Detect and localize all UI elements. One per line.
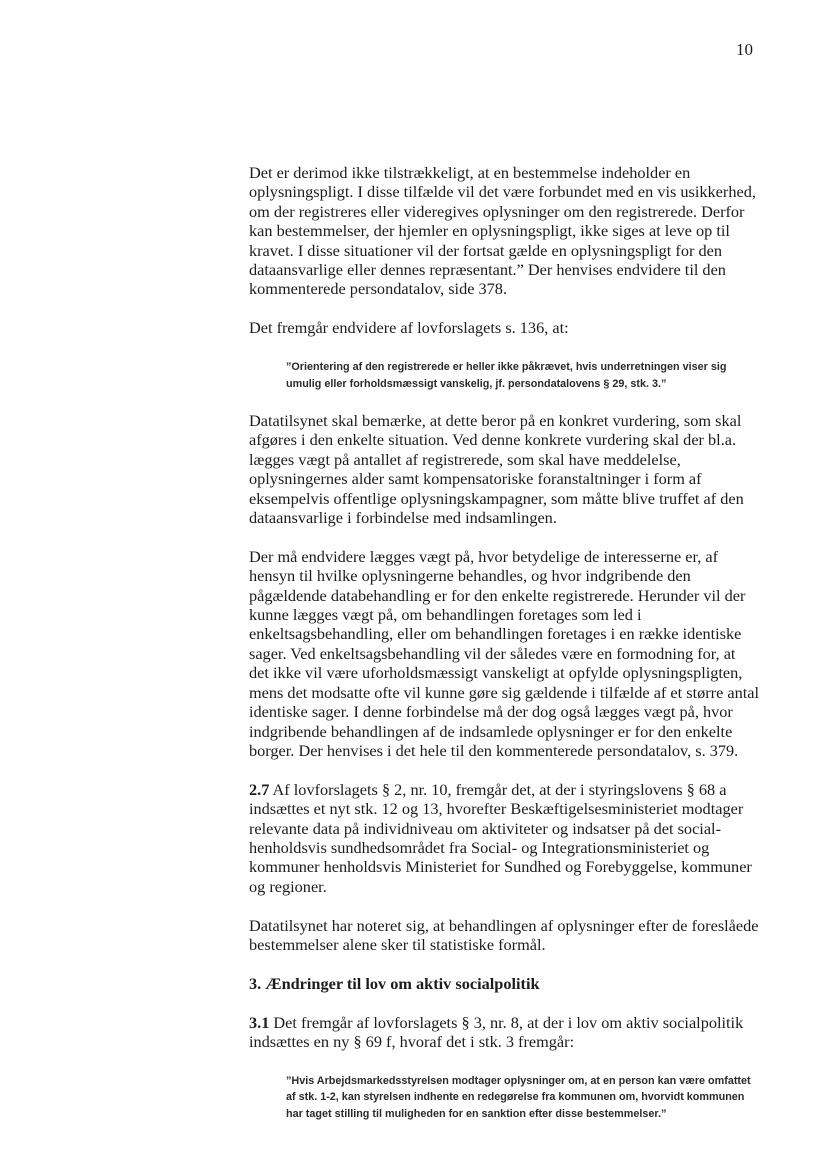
paragraph-7: [249, 1013, 759, 1052]
paragraph-6: Datatilsynet har noteret sig, at behandlingen af oplysninger efter de foreslåede bestemmelser alene sker til statistiske formål.: [249, 915, 759, 954]
block-quote-2: ”Hvis Arbejdsmarkedsstyrelsen modtager oplysninger om, at en person kan være omfattet af stk. 1-2, kan styrelsen indhente en redegørelse fra kommunen om, hvorvidt kommunen har taget stilling til muligheden for en sanktion efter disse bestemmelser.”: [286, 1074, 751, 1120]
section-number: 3.1: [249, 1012, 270, 1032]
document-body: [249, 163, 759, 1141]
paragraph-4: Der må endvidere lægges vægt på, hvor betydelige de interesserne er, af hensyn til hvilke oplysningerne behandles, og hvor indgribende den pågældende databehandling er for den enkelte registrerede. Herunder vil der kunne lægges vægt på, om behandlingen foretages som led i enkeltsagsbehandling, eller om behandlingen foretages i en række identiske sager. Ved enkeltsagsbehandling vil der således være en formodning for, at det ikke vil være uforholdsmæssigt vanskeligt at opfylde oplysningspligten, mens det modsatte ofte vil kunne gøre sig gældende i tilfælde af et større antal identiske sager. I denne forbindelse må der dog også lægges vægt på, hvor indgribende behandlingen af de indsamlede oplysninger er for den enkelte borger. Der henvises i det hele til den kommenterede persondatalov, s. 379.: [249, 546, 760, 760]
paragraph-5: [249, 780, 759, 896]
paragraph-2: Det fremgår endvidere af lovforslagets s. 136, at:: [249, 318, 569, 338]
page-number: 10: [736, 40, 753, 59]
paragraph-1: Det er derimod ikke tilstrækkeligt, at en bestemmelse indeholder en oplysningspligt. I disse tilfælde vil det være forbundet med en vis usikkerhed, om der registreres eller videregives oplysninger om den registrerede. Derfor kan bestemmelser, der hjemler en oplysningspligt, ikke siges at leve op til kravet. I disse situationer vil der fortsat gælde en oplysningspligt for den dataansvarlige eller dennes repræsentant.” Der henvises endvidere til den kommenterede persondatalov, side 378.: [249, 163, 756, 299]
paragraph-3: Datatilsynet skal bemærke, at dette beror på en konkret vurdering, som skal afgøres i den enkelte situation. Ved denne konkrete vurdering skal der bl.a. lægges vægt på antallet af registrerede, som skal have meddelelse, oplysningernes alder samt kompensatoriske foranstaltninger i form af eksempelvis offentlige oplysningskampagner, som måtte blive truffet af den dataansvarlige i forbindelse med indsamlingen.: [249, 411, 744, 528]
paragraph-7-text: Det fremgår af lovforslagets § 3, nr. 8, at der i lov om aktiv socialpolitik indsættes en ny § 69 f, hvoraf det i stk. 3 fremgår:: [249, 1012, 744, 1051]
block-quote-1: ”Orientering af den registrerede er heller ikke påkrævet, hvis underretningen viser sig umulig eller forholdsmæssigt vanskelig, jf. persondatalovens § 29, stk. 3.”: [286, 361, 727, 390]
paragraph-5-text: Af lovforslagets § 2, nr. 10, fremgår det, at der i styringslovens § 68 a indsættes et nyt stk. 12 og 13, hvorefter Beskæftigelsesministeriet modtager relevante data på individniveau om aktiviteter og indsatser på det social- henholdsvis sundhedsområdet fra Social- og Integrationsministeriet og kommuner henholdsvis Ministeriet for Sundhed og Forebyggelse, kommuner og regioner.: [249, 779, 752, 896]
section-number: 2.7: [249, 779, 270, 799]
section-heading: 3. Ændringer til lov om aktiv socialpolitik: [249, 973, 540, 993]
